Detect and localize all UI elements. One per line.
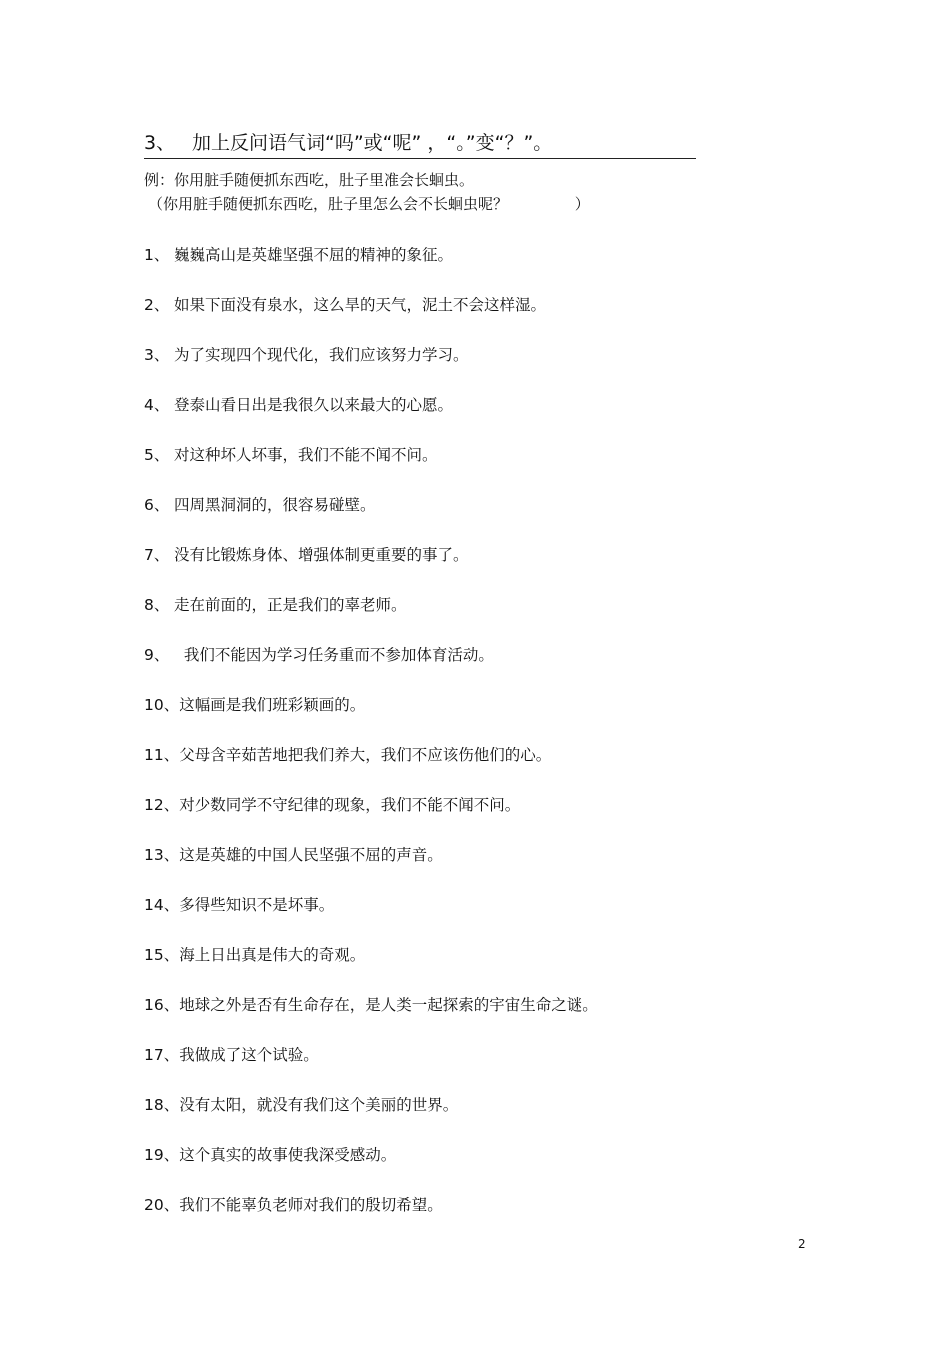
exercise-text: 对这种坏人坏事，我们不能不闻不问。 xyxy=(174,446,438,464)
exercise-item xyxy=(144,1043,598,1093)
exercise-item xyxy=(144,493,598,543)
exercise-item xyxy=(144,1193,598,1243)
example-sentence: 例：你用脏手随便抓东西吃，肚子里准会长蛔虫。 xyxy=(144,171,475,189)
exercise-item xyxy=(144,693,598,743)
exercise-text: 为了实现四个现代化，我们应该努力学习。 xyxy=(174,346,469,364)
exercise-text: 对少数同学不守纪律的现象，我们不能不闻不问。 xyxy=(179,796,521,814)
exercise-number: 5、 xyxy=(144,446,170,464)
exercise-number: 11、 xyxy=(144,746,180,764)
exercise-number: 19、 xyxy=(144,1146,180,1164)
exercise-item xyxy=(144,543,598,593)
exercise-number: 6、 xyxy=(144,496,170,514)
exercise-text: 没有比锻炼身体、增强体制更重要的事了。 xyxy=(174,546,469,564)
exercise-number: 12、 xyxy=(144,796,180,814)
exercise-text: 四周黑洞洞的，很容易碰壁。 xyxy=(174,496,376,514)
exercise-item xyxy=(144,443,598,493)
exercise-number: 20、 xyxy=(144,1196,180,1214)
exercise-item xyxy=(144,393,598,443)
exercise-text: 登泰山看日出是我很久以来最大的心愿。 xyxy=(174,396,454,414)
exercise-number: 4、 xyxy=(144,396,170,414)
section-heading xyxy=(144,128,696,159)
exercise-number: 3、 xyxy=(144,346,170,364)
example-answer: （你用脏手随便抓东西吃，肚子里怎么会不长蛔虫呢？ ） xyxy=(148,195,590,213)
section-number: 3、 xyxy=(144,132,176,154)
page-number: 2 xyxy=(798,1237,806,1251)
exercise-item xyxy=(144,893,598,943)
exercise-number: 13、 xyxy=(144,846,180,864)
exercise-list xyxy=(144,243,598,1243)
exercise-text: 我们不能辜负老师对我们的殷切希望。 xyxy=(179,1196,443,1214)
exercise-text: 如果下面没有泉水，这么旱的天气，泥土不会这样湿。 xyxy=(174,296,547,314)
exercise-text: 我做成了这个试验。 xyxy=(179,1046,319,1064)
exercise-text: 这个真实的故事使我深受感动。 xyxy=(179,1146,397,1164)
exercise-number: 17、 xyxy=(144,1046,180,1064)
section-instruction: 加上反问语气词“吗”或“呢” ，“。”变“？”。 xyxy=(192,132,553,154)
exercise-item xyxy=(144,1143,598,1193)
exercise-text: 我们不能因为学习任务重而不参加体育活动。 xyxy=(174,646,494,664)
exercise-item xyxy=(144,293,598,343)
exercise-item xyxy=(144,593,598,643)
exercise-item xyxy=(144,743,598,793)
exercise-item xyxy=(144,643,598,693)
exercise-number: 1、 xyxy=(144,246,170,264)
exercise-number: 16、 xyxy=(144,996,180,1014)
exercise-text: 这幅画是我们班彩颖画的。 xyxy=(179,696,366,714)
exercise-item xyxy=(144,793,598,843)
exercise-number: 9、 xyxy=(144,646,170,664)
exercise-text: 海上日出真是伟大的奇观。 xyxy=(179,946,366,964)
exercise-number: 18、 xyxy=(144,1096,180,1114)
exercise-item xyxy=(144,943,598,993)
exercise-item xyxy=(144,243,598,293)
exercise-item xyxy=(144,343,598,393)
exercise-item xyxy=(144,843,598,893)
exercise-number: 15、 xyxy=(144,946,180,964)
exercise-text: 地球之外是否有生命存在，是人类一起探索的宇宙生命之谜。 xyxy=(179,996,598,1014)
exercise-number: 14、 xyxy=(144,896,180,914)
exercise-text: 这是英雄的中国人民坚强不屈的声音。 xyxy=(179,846,443,864)
exercise-text: 多得些知识不是坏事。 xyxy=(179,896,335,914)
exercise-number: 7、 xyxy=(144,546,170,564)
exercise-number: 2、 xyxy=(144,296,170,314)
exercise-text: 巍巍高山是英雄坚强不屈的精神的象征。 xyxy=(174,246,454,264)
exercise-text: 走在前面的，正是我们的辜老师。 xyxy=(174,596,407,614)
exercise-text: 没有太阳，就没有我们这个美丽的世界。 xyxy=(179,1096,459,1114)
example-block xyxy=(144,168,590,216)
exercise-number: 8、 xyxy=(144,596,170,614)
exercise-item xyxy=(144,993,598,1043)
exercise-text: 父母含辛茹苦地把我们养大，我们不应该伤他们的心。 xyxy=(179,746,552,764)
exercise-number: 10、 xyxy=(144,696,180,714)
exercise-item xyxy=(144,1093,598,1143)
